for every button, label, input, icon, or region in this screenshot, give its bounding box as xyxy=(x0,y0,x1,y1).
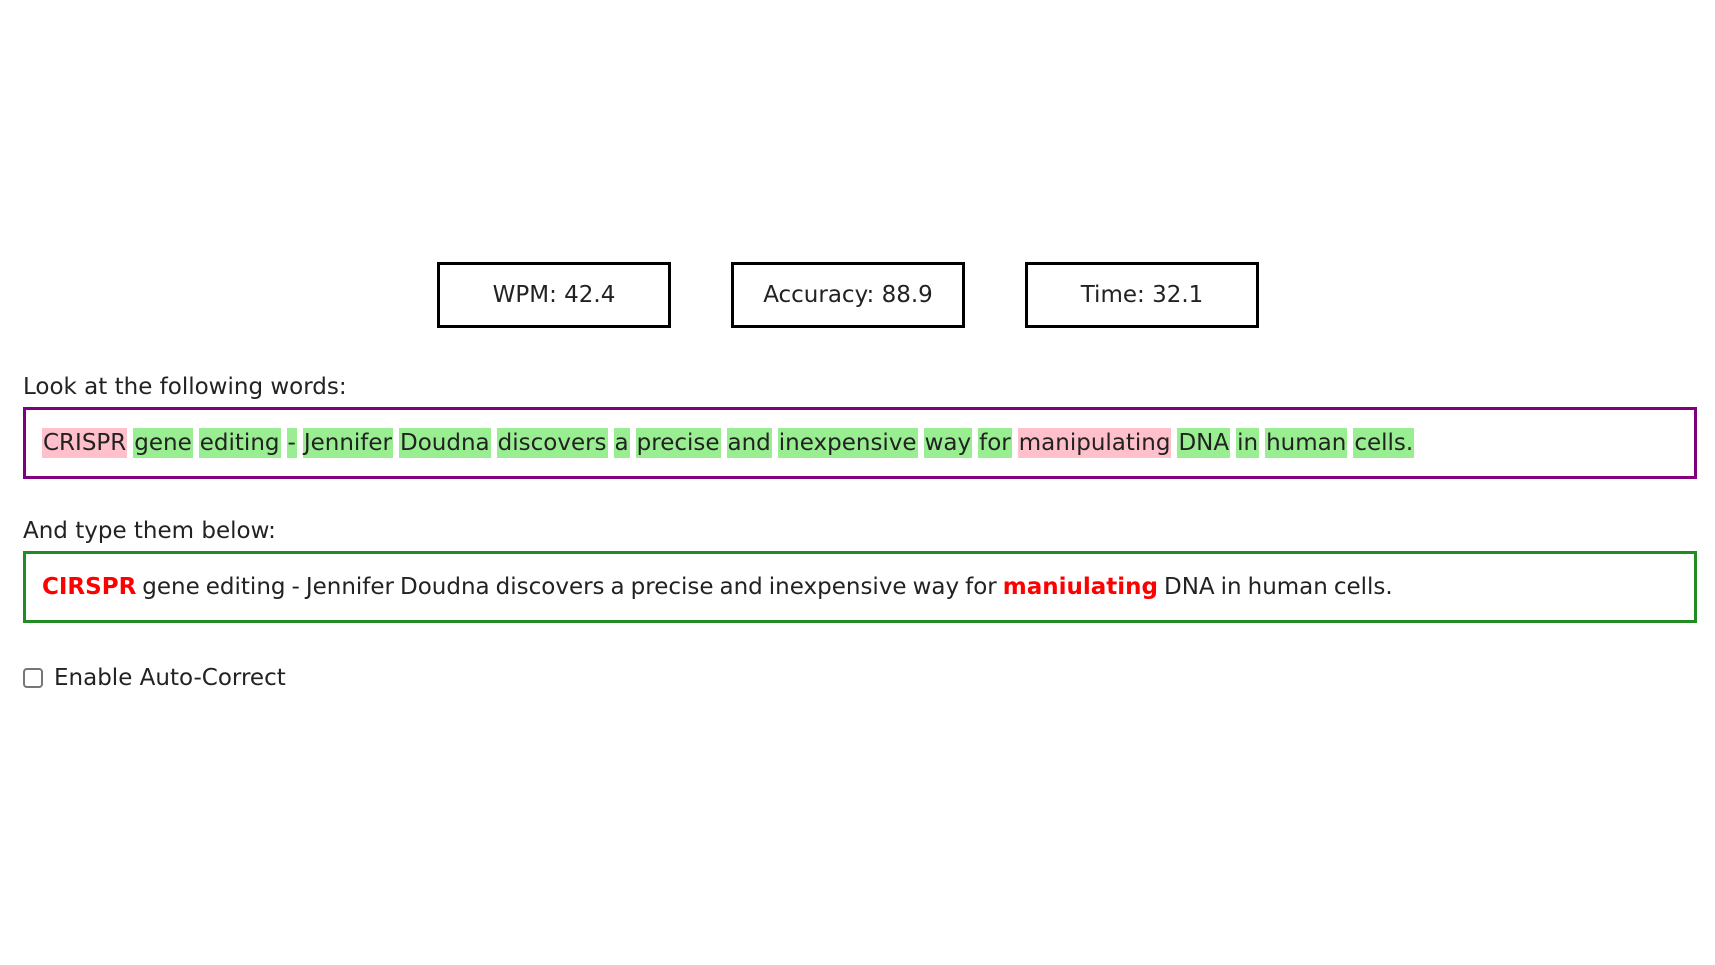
autocorrect-checkbox[interactable] xyxy=(23,668,43,688)
target-word: - xyxy=(287,430,296,456)
target-word: inexpensive xyxy=(778,430,917,456)
stats-bar xyxy=(437,262,1259,328)
input-label: And type them below: xyxy=(23,518,276,544)
target-word: gene xyxy=(134,430,192,456)
target-word: DNA xyxy=(1178,430,1230,456)
typed-word: Doudna xyxy=(400,574,490,600)
wpm-stat: WPM: 42.4 xyxy=(437,262,671,328)
autocorrect-label: Enable Auto-Correct xyxy=(54,665,286,691)
typed-word: and xyxy=(719,574,763,600)
typed-word: editing xyxy=(205,574,286,600)
target-word: editing xyxy=(199,430,280,456)
typed-word: in xyxy=(1220,574,1242,600)
typed-word: discovers xyxy=(495,574,605,600)
target-word: cells. xyxy=(1354,430,1414,456)
typed-word: gene xyxy=(142,574,200,600)
target-word: in xyxy=(1237,430,1259,456)
autocorrect-option[interactable] xyxy=(23,665,286,691)
prompt-label: Look at the following words: xyxy=(23,374,347,400)
typed-word: Jennifer xyxy=(305,574,394,600)
typed-word: inexpensive xyxy=(768,574,907,600)
typing-input[interactable] xyxy=(23,551,1697,623)
typed-word: DNA xyxy=(1164,574,1215,600)
target-word: a xyxy=(614,430,629,456)
target-word: Jennifer xyxy=(303,430,392,456)
typed-word: human xyxy=(1247,574,1328,600)
target-word: for xyxy=(979,430,1011,456)
target-text-box xyxy=(23,407,1697,479)
target-word: precise xyxy=(636,430,720,456)
typed-word: CIRSPR xyxy=(42,574,137,600)
target-word: human xyxy=(1266,430,1347,456)
target-word: way xyxy=(924,430,972,456)
accuracy-stat: Accuracy: 88.9 xyxy=(731,262,965,328)
target-word: manipulating xyxy=(1018,430,1171,456)
target-word: and xyxy=(727,430,771,456)
typed-word: cells. xyxy=(1333,574,1393,600)
typed-word: - xyxy=(291,574,300,600)
target-word: discovers xyxy=(497,430,607,456)
typed-word: way xyxy=(912,574,960,600)
target-word: CRISPR xyxy=(43,430,127,456)
typed-word: precise xyxy=(630,574,714,600)
target-word: Doudna xyxy=(400,430,490,456)
typed-word: for xyxy=(965,574,997,600)
typed-word: a xyxy=(610,574,625,600)
time-stat: Time: 32.1 xyxy=(1025,262,1259,328)
typed-word: maniulating xyxy=(1002,574,1158,600)
